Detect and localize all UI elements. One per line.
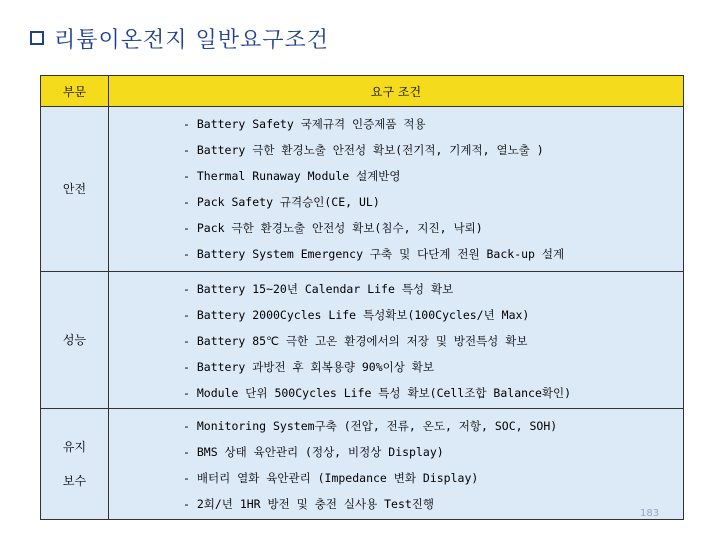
list-item: - BMS 상태 육안관리 (정상, 비정상 Display) (183, 445, 444, 459)
section-items (109, 409, 683, 519)
list-item: - Battery Safety 국제규격 인증제품 적용 (183, 117, 426, 131)
section-safety (40, 107, 684, 272)
header-category: 부문 (41, 76, 109, 106)
requirements-table (40, 75, 684, 520)
list-item: - Battery 15~20년 Calendar Life 특성 확보 (183, 282, 454, 296)
section-items (109, 107, 683, 271)
section-items (109, 272, 683, 408)
list-item: - Thermal Runaway Module 설계반영 (183, 169, 401, 183)
table-header (40, 75, 684, 107)
list-item: - Battery 85℃ 극한 고온 환경에서의 저장 및 방전특성 확보 (183, 334, 528, 348)
section-label (41, 107, 109, 271)
list-item: - 배터리 열화 육안관리 (Impedance 변화 Display) (183, 471, 479, 485)
list-item: - Battery System Emergency 구축 및 다단계 전원 Back-up 설계 (183, 247, 565, 261)
slide-title (30, 22, 329, 54)
section-performance (40, 272, 684, 409)
section-label-text: 안전 (62, 182, 87, 196)
list-item: - Battery 과방전 후 회복용량 90%이상 확보 (183, 360, 435, 374)
section-label (41, 409, 109, 519)
section-label-text: 유지 (62, 440, 87, 454)
list-item: - Pack 극한 환경노출 안전성 확보(침수, 지진, 낙뢰) (183, 221, 483, 235)
header-requirements: 요구 조건 (370, 84, 422, 99)
list-item: - 2회/년 1HR 방전 및 충전 실사용 Test진행 (183, 497, 435, 511)
list-item: - Battery 2000Cycles Life 특성확보(100Cycles/년 Max) (183, 308, 530, 322)
section-label-text: 보수 (62, 474, 87, 488)
list-item: - Pack Safety 규격승인(CE, UL) (183, 195, 380, 209)
list-item: - Module 단위 500Cycles Life 특성 확보(Cell조합 Balance확인) (183, 386, 572, 400)
section-label-text: 성능 (62, 333, 87, 347)
slide-title-text: 리튬이온전지 일반요구조건 (54, 27, 330, 53)
list-item: - Monitoring System구축 (전압, 전류, 온도, 저항, SOC, SOH) (183, 419, 558, 433)
page-number: 183 (640, 508, 660, 519)
checkbox-bullet-icon (30, 31, 44, 45)
list-item: - Battery 극한 환경노출 안전성 확보(전기적, 기계적, 열노출 ) (183, 143, 544, 157)
section-maintenance (40, 409, 684, 520)
section-label (41, 272, 109, 408)
